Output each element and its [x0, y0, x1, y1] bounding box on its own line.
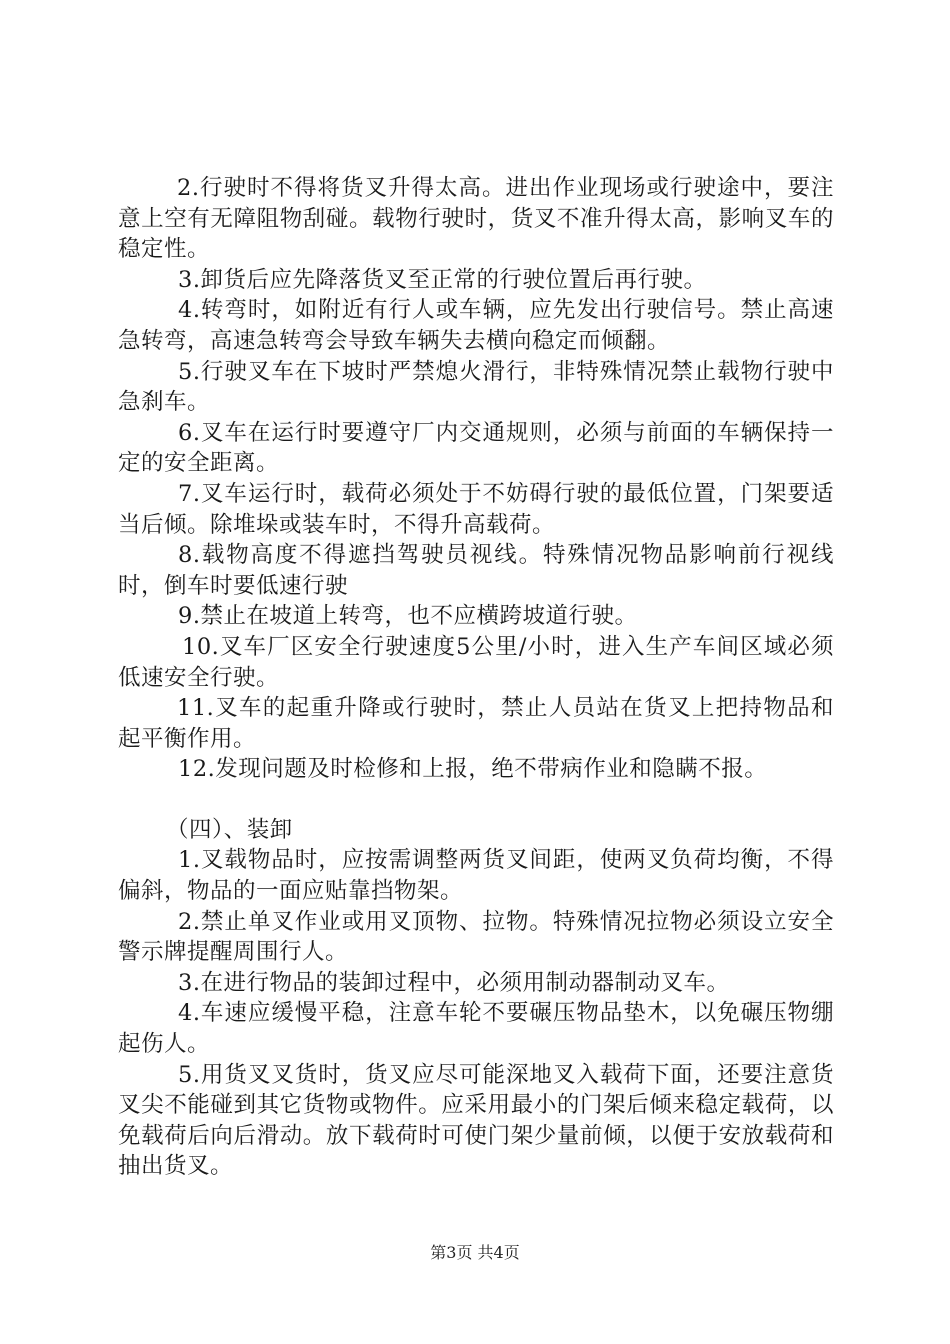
paragraph-loading-2: 2.禁止单叉作业或用叉顶物、拉物。特殊情况拉物必须设立安全警示牌提醒周围行人。	[118, 908, 834, 966]
paragraph-rule-7: 7.叉车运行时，载荷必须处于不妨碍行驶的最低位置，门架要适当后倾。除堆垛或装车时，不得升高载荷。	[118, 480, 834, 538]
page-footer: 第3页 共4页	[430, 1243, 520, 1262]
paragraph-loading-5: 5.用货叉叉货时，货叉应尽可能深地叉入载荷下面，还要注意货叉尖不能碰到其它货物或物件。应采用最小的门架后倾来稳定载荷，以免载荷后向后滑动。放下载荷时可使门架少量前倾，以便于安放载荷和抽出货叉。	[118, 1061, 834, 1180]
paragraph-rule-11: 11.叉车的起重升降或行驶时，禁止人员站在货叉上把持物品和起平衡作用。	[118, 695, 834, 752]
paragraph-rule-5: 5.行驶叉车在下坡时严禁熄火滑行，非特殊情况禁止载物行驶中急刹车。	[118, 358, 834, 416]
section-spacer	[118, 785, 834, 815]
paragraph-rule-4: 4.转弯时，如附近有行人或车辆，应先发出行驶信号。禁止高速急转弯，高速急转弯会导致车辆失去横向稳定而倾翻。	[118, 297, 834, 354]
paragraph-rule-3: 3.卸货后应先降落货叉至正常的行驶位置后再行驶。	[178, 266, 707, 293]
paragraph-loading-3: 3.在进行物品的装卸过程中，必须用制动器制动叉车。	[178, 969, 730, 996]
paragraph-rule-12: 12.发现问题及时检修和上报，绝不带病作业和隐瞒不报。	[178, 756, 768, 783]
paragraph-rule-9: 9.禁止在坡道上转弯，也不应横跨坡道行驶。	[178, 603, 638, 630]
paragraph-rule-10: 10.叉车厂区安全行驶速度5公里/小时，进入生产车间区域必须低速安全行驶。	[118, 633, 834, 691]
paragraph-loading-1: 1.叉载物品时，应按需调整两货叉间距，使两叉负荷均衡，不得偏斜，物品的一面应贴靠挡物架。	[118, 847, 834, 905]
section-heading: （四）、装卸	[166, 816, 293, 843]
paragraph-rule-6: 6.叉车在运行时要遵守厂内交通规则，必须与前面的车辆保持一定的安全距离。	[118, 419, 834, 477]
paragraph-rule-2: 2.行驶时不得将货叉升得太高。进出作业现场或行驶途中，要注意上空有无障阻物刮碰。载物行驶时，货叉不准升得太高，影响叉车的稳定性。	[118, 175, 834, 263]
document-body	[118, 173, 834, 1182]
paragraph-loading-4: 4.车速应缓慢平稳，注意车轮不要碾压物品垫木，以免碾压物绷起伤人。	[118, 1000, 834, 1058]
paragraph-rule-8: 8.载物高度不得遮挡驾驶员视线。特殊情况物品影响前行视线时，倒车时要低速行驶	[118, 542, 834, 599]
